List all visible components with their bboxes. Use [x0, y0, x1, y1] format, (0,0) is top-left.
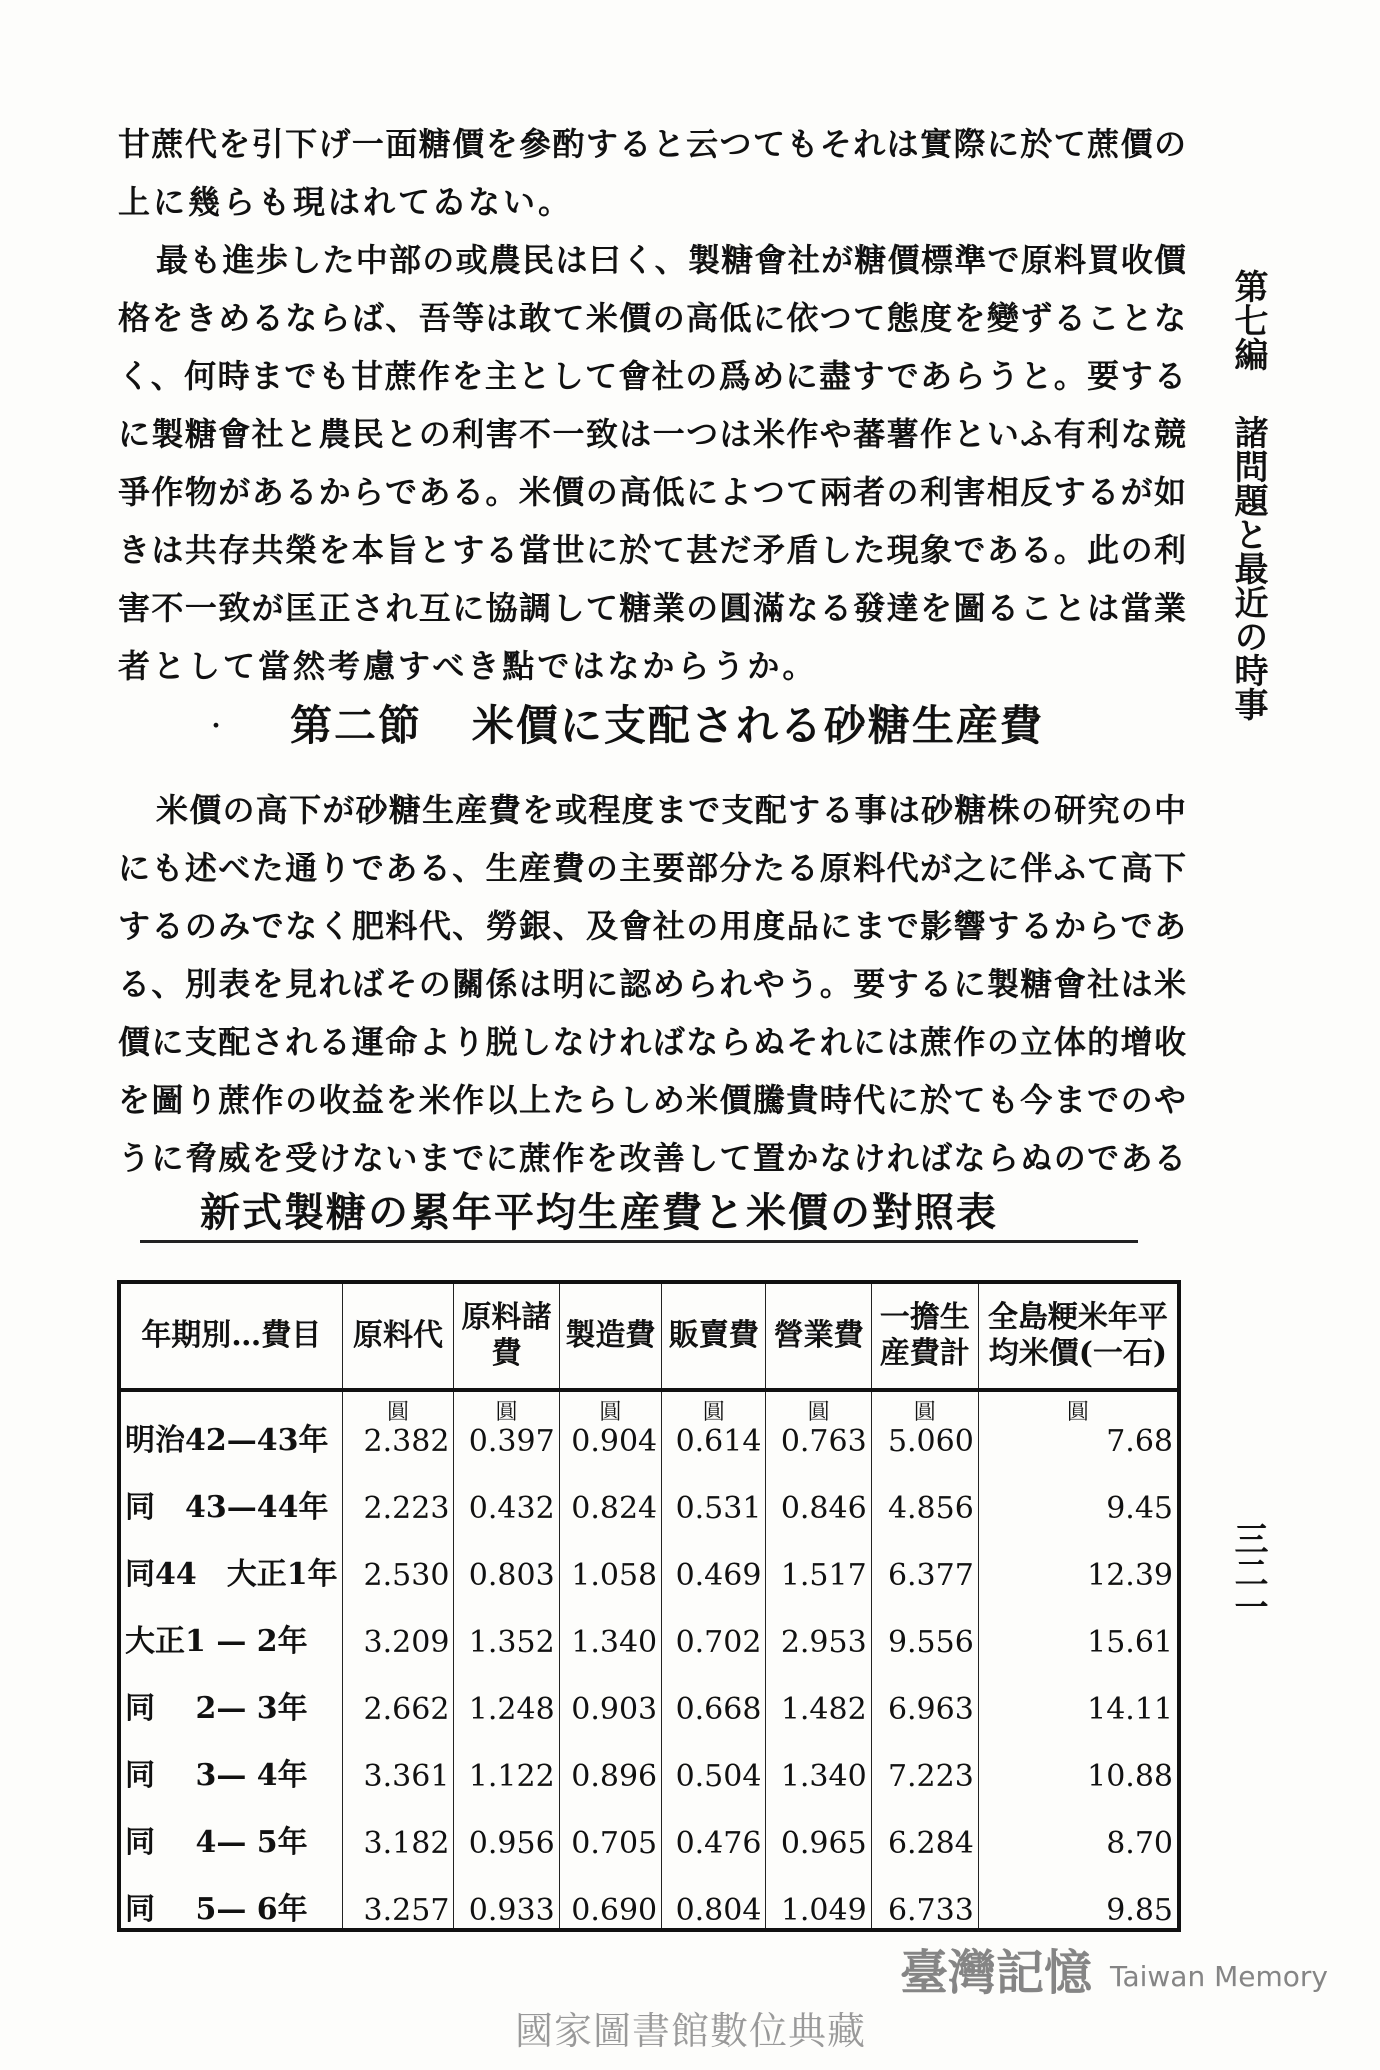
unit-label: 圓: [702, 1400, 725, 1425]
table-cell: [766, 1593, 871, 1660]
table-cell: [662, 1794, 766, 1861]
unit-label: 圓: [913, 1400, 936, 1425]
cell-value: 1.340: [780, 1759, 867, 1794]
page-number: 三二一: [1228, 1521, 1268, 1623]
table-cell: [559, 1526, 661, 1593]
cell-value: 0.531: [675, 1491, 762, 1526]
cell-value: 3.209: [363, 1625, 450, 1660]
section-title: 米價に支配される砂糖生産費: [471, 701, 1044, 750]
row-label: [119, 1526, 342, 1593]
cell-value: 0.668: [675, 1692, 762, 1727]
column-header: 全島粳米年平均米價(一石): [978, 1282, 1179, 1390]
cell-value: 2.382: [363, 1424, 450, 1459]
table-cell: [342, 1390, 454, 1459]
cell-value: 1.049: [780, 1893, 867, 1928]
cell-value: 0.846: [780, 1491, 867, 1526]
row-label: [119, 1593, 342, 1660]
cell-value: 1.517: [780, 1558, 867, 1593]
table-cell: [454, 1660, 559, 1727]
table-cell: [454, 1390, 559, 1459]
table-cell: [871, 1459, 978, 1526]
cell-value: 4.856: [887, 1491, 974, 1526]
cell-value: 0.763: [780, 1424, 867, 1459]
section-heading: [290, 700, 1044, 752]
table-cell: [342, 1794, 454, 1861]
table-cell: [342, 1593, 454, 1660]
cell-value: 2.223: [363, 1491, 450, 1526]
cell-value: 1.248: [468, 1692, 555, 1727]
table-cell: [559, 1861, 661, 1930]
table-cell: [766, 1861, 871, 1930]
row-label: [119, 1390, 342, 1459]
cell-value: 0.824: [571, 1491, 658, 1526]
table-cell: [871, 1593, 978, 1660]
table-cell: [662, 1727, 766, 1794]
cell-value: 14.11: [1087, 1692, 1173, 1727]
cell-value: 0.504: [675, 1759, 762, 1794]
cell-value: 0.476: [675, 1826, 762, 1861]
table-cell: [978, 1660, 1179, 1727]
table-cell: [978, 1727, 1179, 1794]
cell-value: 同 4— 5年: [125, 1825, 308, 1860]
cell-value: 6.284: [887, 1826, 974, 1861]
table-cell: [871, 1727, 978, 1794]
cell-value: 0.705: [571, 1826, 658, 1861]
cell-value: 同 43—44年: [125, 1490, 329, 1525]
cell-value: 3.182: [363, 1826, 450, 1861]
cell-value: 0.690: [571, 1893, 658, 1928]
unit-label: 圓: [387, 1400, 410, 1425]
cell-value: 1.058: [571, 1558, 658, 1593]
text-line: にも述べた通りである、生産費の主要部分たる原料代が之に伴ふて高下: [118, 849, 1186, 887]
table-cell: [871, 1861, 978, 1930]
cell-value: 6.963: [887, 1692, 974, 1727]
cost-table: [117, 1280, 1181, 1932]
text-line: 最も進歩した中部の或農民は曰く、製糖會社が糖價標準で原料買收價: [156, 241, 1186, 279]
table-cell: [662, 1861, 766, 1930]
divider: [140, 1240, 1138, 1243]
cell-value: 0.956: [468, 1826, 555, 1861]
table-cell: [978, 1593, 1179, 1660]
column-header: 製造費: [559, 1282, 661, 1390]
column-header: 原料代: [342, 1282, 454, 1390]
table-cell: [559, 1593, 661, 1660]
table-cell: [559, 1727, 661, 1794]
table-cell: [559, 1459, 661, 1526]
table-cell: [454, 1727, 559, 1794]
text-line: に製糖會社と農民との利害不一致は一つは米作や蕃薯作といふ有利な競: [118, 415, 1186, 453]
table-cell: [559, 1794, 661, 1861]
text-line: 價に支配される運命より脱しなければならぬそれには蔗作の立体的增收: [118, 1023, 1186, 1061]
table-cell: [559, 1660, 661, 1727]
text-line: きは共存共榮を本旨とする當世に於て甚だ矛盾した現象である。此の利: [118, 531, 1186, 569]
table-row: [119, 1727, 1179, 1794]
table-row: [119, 1794, 1179, 1861]
cell-value: 7.68: [1106, 1424, 1173, 1459]
cell-value: 6.377: [887, 1558, 974, 1593]
text-line: を圖り蔗作の收益を米作以上たらしめ米價騰貴時代に於ても今までのや: [118, 1081, 1186, 1119]
text-line: 害不一致が匡正され互に協調して糖業の圓滿なる發達を圖ることは當業: [118, 589, 1186, 627]
cell-value: 0.904: [571, 1424, 658, 1459]
bullet: ・: [203, 712, 230, 742]
cell-value: 明治42—43年: [125, 1423, 329, 1458]
table-cell: [662, 1526, 766, 1593]
table-cell: [978, 1526, 1179, 1593]
text-line: 者として當然考慮すべき點ではなからうか。: [118, 647, 818, 685]
cell-value: 同44 大正1年: [125, 1557, 338, 1592]
table-row: [119, 1861, 1179, 1930]
cell-value: 0.965: [780, 1826, 867, 1861]
table-cell: [342, 1660, 454, 1727]
text-line: するのみでなく肥料代、勞銀、及會社の用度品にまで影響するからであ: [118, 907, 1186, 945]
cell-value: 7.223: [887, 1759, 974, 1794]
cell-value: 9.85: [1106, 1893, 1173, 1928]
table-cell: [454, 1861, 559, 1930]
table-cell: [454, 1459, 559, 1526]
cell-value: 15.61: [1087, 1625, 1173, 1660]
cell-value: 9.556: [887, 1625, 974, 1660]
text-line: く、何時までも甘蔗作を主として會社の爲めに盡すであらうと。要する: [118, 357, 1186, 395]
cell-value: 0.702: [675, 1625, 762, 1660]
cell-value: 10.88: [1087, 1759, 1173, 1794]
row-label: [119, 1727, 342, 1794]
table-cell: [871, 1526, 978, 1593]
unit-label: 圓: [1066, 1400, 1089, 1425]
unit-label: 圓: [495, 1400, 518, 1425]
column-header: 販賣費: [662, 1282, 766, 1390]
cell-value: 同 3— 4年: [125, 1758, 308, 1793]
cell-value: 5.060: [887, 1424, 974, 1459]
table-cell: [978, 1459, 1179, 1526]
cell-value: 12.39: [1087, 1558, 1173, 1593]
cell-value: 3.361: [363, 1759, 450, 1794]
table-cell: [662, 1459, 766, 1526]
cell-value: 3.257: [363, 1893, 450, 1928]
table-cell: [978, 1794, 1179, 1861]
unit-label: 圓: [599, 1400, 622, 1425]
section-number: 第二節: [290, 701, 423, 750]
cell-value: 同 5— 6年: [125, 1892, 308, 1927]
table-cell: [454, 1593, 559, 1660]
table-cell: [871, 1390, 978, 1459]
table-cell: [454, 1794, 559, 1861]
text-line: る、別表を見ればその關係は明に認められやう。要するに製糖會社は米: [118, 965, 1186, 1003]
table-cell: [662, 1660, 766, 1727]
cell-value: 0.903: [571, 1692, 658, 1727]
column-header: 年期別…費目: [119, 1282, 342, 1390]
cell-value: 0.469: [675, 1558, 762, 1593]
row-label: [119, 1660, 342, 1727]
table-cell: [342, 1861, 454, 1930]
table-row: [119, 1526, 1179, 1593]
table-cell: [978, 1390, 1179, 1459]
table-row: [119, 1390, 1179, 1459]
cell-value: 0.896: [571, 1759, 658, 1794]
row-label: [119, 1794, 342, 1861]
cell-value: 1.482: [780, 1692, 867, 1727]
footer-credit: 國家圖書館數位典藏: [515, 2009, 867, 2053]
cell-value: 6.733: [887, 1893, 974, 1928]
table-cell: [871, 1660, 978, 1727]
column-header: 一擔生産費計: [871, 1282, 978, 1390]
table-cell: [342, 1727, 454, 1794]
watermark-logo: 臺灣記憶: [900, 1945, 1093, 2001]
cell-value: 同 2— 3年: [125, 1691, 308, 1726]
table-cell: [766, 1727, 871, 1794]
table-cell: [662, 1593, 766, 1660]
cell-value: 2.953: [780, 1625, 867, 1660]
cell-value: 0.397: [468, 1424, 555, 1459]
watermark-text: Taiwan Memory: [1110, 1960, 1328, 1993]
cell-value: 1.122: [468, 1759, 555, 1794]
cell-value: 0.432: [468, 1491, 555, 1526]
cell-value: 0.933: [468, 1893, 555, 1928]
table-header-row: [119, 1282, 1179, 1390]
table-cell: [454, 1526, 559, 1593]
chapter-title: 諸問題と最近の時事: [1228, 415, 1268, 721]
table-cell: [766, 1794, 871, 1861]
row-label: [119, 1861, 342, 1930]
table-cell: [559, 1390, 661, 1459]
text-line: 格をきめるならば、吾等は敢て米價の高低に依つて態度を變ずることな: [118, 299, 1186, 337]
text-line: 米價の高下が砂糖生産費を或程度まで支配する事は砂糖株の研究の中: [156, 791, 1186, 829]
cell-value: 1.340: [571, 1625, 658, 1660]
text-line: 爭作物があるからである。米價の高低によつて兩者の利害相反するが如: [118, 473, 1186, 511]
unit-label: 圓: [807, 1400, 830, 1425]
cell-value: 0.804: [675, 1893, 762, 1928]
part-title: 第七編: [1228, 269, 1268, 371]
table-cell: [342, 1459, 454, 1526]
table-cell: [766, 1390, 871, 1459]
cell-value: 1.352: [468, 1625, 555, 1660]
table-cell: [978, 1861, 1179, 1930]
table-cell: [766, 1526, 871, 1593]
table-cell: [766, 1459, 871, 1526]
table-row: [119, 1660, 1179, 1727]
cell-value: 2.530: [363, 1558, 450, 1593]
text-line: 上に幾らも現はれてゐない。: [118, 183, 574, 221]
table-cell: [662, 1390, 766, 1459]
text-line: うに脅威を受けないまでに蔗作を改善して置かなければならぬのである: [118, 1139, 1186, 1177]
table-row: [119, 1593, 1179, 1660]
cell-value: 0.803: [468, 1558, 555, 1593]
cell-value: 大正1 — 2年: [125, 1624, 308, 1659]
cell-value: 9.45: [1106, 1491, 1173, 1526]
cell-value: 0.614: [675, 1424, 762, 1459]
text-line: 甘蔗代を引下げ一面糖價を參酌すると云つてもそれは實際に於て蔗價の: [118, 125, 1186, 163]
row-label: [119, 1459, 342, 1526]
column-header: 營業費: [766, 1282, 871, 1390]
column-header: 原料諸費: [454, 1282, 559, 1390]
table-title: 新式製糖の累年平均生産費と米價の對照表: [200, 1189, 998, 1236]
table-cell: [342, 1526, 454, 1593]
table-cell: [766, 1660, 871, 1727]
table-cell: [871, 1794, 978, 1861]
cell-value: 2.662: [363, 1692, 450, 1727]
cell-value: 8.70: [1106, 1826, 1173, 1861]
table-row: [119, 1459, 1179, 1526]
